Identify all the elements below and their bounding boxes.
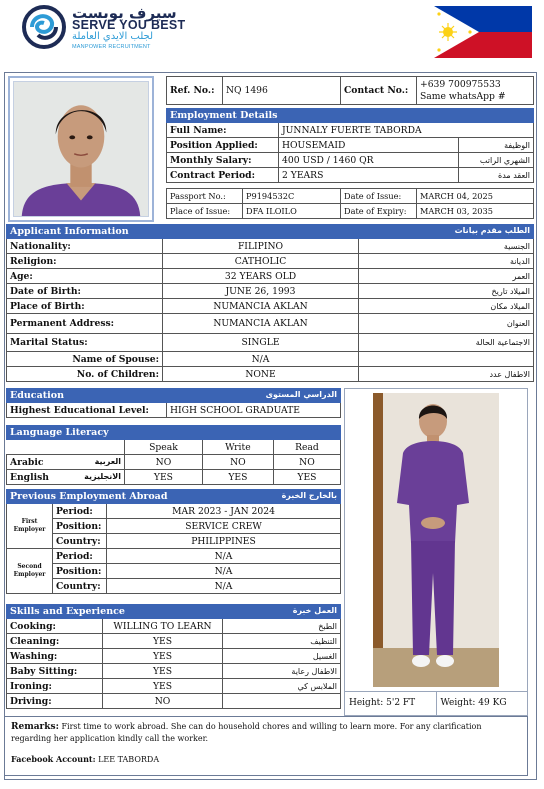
contact-label: Contact No.:: [341, 77, 417, 105]
expiry-date-label: Date of Expiry:: [341, 204, 417, 219]
english-write: YES: [202, 470, 273, 485]
marital-status-label: Marital Status:: [7, 334, 163, 352]
company-logo-icon: [22, 5, 66, 49]
contact-number: +639 700975533: [420, 78, 501, 90]
arabic-read: NO: [273, 455, 340, 470]
passport-label: Passport No.:: [167, 189, 243, 204]
religion-value: CATHOLIC: [163, 254, 359, 269]
contact-cell: [417, 77, 534, 105]
applicant-info-title-ar: الطلب مقدم بيانات: [454, 226, 530, 235]
spouse-label-ar: [359, 352, 534, 367]
employment-details-header: Employment Details: [167, 109, 534, 123]
position-label: Position Applied:: [167, 138, 279, 153]
applicant-info-header: [7, 225, 534, 239]
contract-label-ar: العقد مدة: [459, 168, 534, 183]
passport-number: P9194532C: [243, 189, 341, 204]
nationality-label-ar: الجنسية: [359, 239, 534, 254]
brand-subtitle: MANPOWER RECRUITMENT: [72, 44, 151, 50]
spouse-label: Name of Spouse:: [7, 352, 163, 367]
read-column-header: Read: [273, 440, 340, 455]
birth-date-label: Date of Birth:: [7, 284, 163, 299]
birth-date-value: JUNE 26, 1993: [163, 284, 359, 299]
driving-label: Driving:: [7, 694, 103, 709]
full-body-photo: [373, 393, 499, 687]
facebook-line: [11, 754, 521, 765]
nationality-label: Nationality:: [7, 239, 163, 254]
brand-subtitle-arabic: لجلب الايدي العاملة: [72, 31, 154, 42]
address-label: Permanent Address:: [7, 314, 163, 334]
baby-sitting-label-ar: الاطفال رعاية: [223, 664, 341, 679]
person-full-body-icon: [373, 393, 499, 687]
first-position-value: SERVICE CREW: [107, 519, 341, 534]
english-language-cell: [7, 470, 125, 485]
ironing-label-ar: الملابس كي: [223, 679, 341, 694]
expiry-date-value: MARCH 03, 2035: [417, 204, 534, 219]
salary-label: Monthly Salary:: [167, 153, 279, 168]
arabic-language-cell: [7, 455, 125, 470]
contract-label: Contract Period:: [167, 168, 279, 183]
cleaning-value: YES: [103, 634, 223, 649]
spouse-value: N/A: [163, 352, 359, 367]
education-title-ar: الدراسي المستوى: [265, 390, 337, 399]
previous-employment-header: [7, 490, 341, 504]
skills-header: [7, 605, 341, 619]
education-level-value: HIGH SCHOOL GRADUATE: [167, 403, 341, 418]
birth-place-value: NUMANCIA AKLAN: [163, 299, 359, 314]
english-label-ar: الانجليزية: [84, 471, 121, 481]
ref-number: NQ 1496: [223, 77, 341, 105]
ironing-value: YES: [103, 679, 223, 694]
children-label: No. of Children:: [7, 367, 163, 382]
age-label: Age:: [7, 269, 163, 284]
portrait-photo: [8, 76, 154, 222]
cleaning-label: Cleaning:: [7, 634, 103, 649]
ironing-label: Ironing:: [7, 679, 103, 694]
second-position-value: N/A: [107, 564, 341, 579]
education-level-label: Highest Educational Level:: [7, 403, 167, 418]
second-employer-label: Second Employer: [7, 549, 53, 594]
first-period-value: MAR 2023 - JAN 2024: [107, 504, 341, 519]
baby-sitting-label: Baby Sitting:: [7, 664, 103, 679]
full-body-photo-panel: [344, 388, 528, 716]
religion-label-ar: الديانة: [359, 254, 534, 269]
first-country-label: Country:: [53, 534, 107, 549]
children-value: NONE: [163, 367, 359, 382]
philippines-flag-icon: [434, 6, 532, 58]
full-name-label: Full Name:: [167, 123, 279, 138]
arabic-label-ar: العربية: [94, 456, 121, 466]
second-period-value: N/A: [107, 549, 341, 564]
second-position-label: Position:: [53, 564, 107, 579]
nationality-value: FILIPINO: [163, 239, 359, 254]
children-label-ar: الاطفال عدد: [359, 367, 534, 382]
arabic-label: Arabic: [10, 456, 44, 468]
age-label-ar: العمر: [359, 269, 534, 284]
previous-employment-title-ar: بالخارج الخبرة: [281, 491, 337, 500]
washing-value: YES: [103, 649, 223, 664]
remarks-text: First time to work abroad. She can do household chores and willing to learn more. For any clarification regarding her application kindly call the worker.: [11, 722, 482, 743]
english-read: YES: [273, 470, 340, 485]
address-value: NUMANCIA AKLAN: [163, 314, 359, 334]
english-label: English: [10, 471, 49, 483]
first-period-label: Period:: [53, 504, 107, 519]
birth-place-label-ar: الميلاد مكان: [359, 299, 534, 314]
position-value: HOUSEMAID: [279, 138, 459, 153]
language-corner: [7, 440, 125, 455]
washing-label-ar: الغسيل: [223, 649, 341, 664]
place-of-issue-value: DFA ILOILO: [243, 204, 341, 219]
place-of-issue-label: Place of Issue:: [167, 204, 243, 219]
facebook-label: Facebook Account:: [11, 754, 96, 764]
brand-arabic: سيرف يوبست: [72, 4, 177, 22]
arabic-speak: NO: [125, 455, 203, 470]
write-column-header: Write: [202, 440, 273, 455]
salary-label-ar: الشهري الراتب: [459, 153, 534, 168]
height-value: Height: 5'2 FT: [345, 692, 437, 715]
second-period-label: Period:: [53, 549, 107, 564]
skills-title: Skills and Experience: [10, 606, 125, 617]
first-position-label: Position:: [53, 519, 107, 534]
address-label-ar: العنوان: [359, 314, 534, 334]
salary-value: 400 USD / 1460 QR: [279, 153, 459, 168]
english-speak: YES: [125, 470, 203, 485]
language-header: Language Literacy: [7, 426, 341, 440]
second-country-value: N/A: [107, 579, 341, 594]
marital-status-value: SINGLE: [163, 334, 359, 352]
weight-value: Weight: 49 KG: [440, 698, 507, 708]
brand-name: SERVE YOU BEST: [72, 18, 186, 32]
speak-column-header: Speak: [125, 440, 203, 455]
position-label-ar: الوظيفة: [459, 138, 534, 153]
second-country-label: Country:: [53, 579, 107, 594]
cleaning-label-ar: التنظيف: [223, 634, 341, 649]
first-employer-label: First Employer: [7, 504, 53, 549]
marital-status-label-ar: الاجتماعية الحالة: [359, 334, 534, 352]
contract-value: 2 YEARS: [279, 168, 459, 183]
age-value: 32 YEARS OLD: [163, 269, 359, 284]
birth-place-label: Place of Birth:: [7, 299, 163, 314]
full-name-value: JUNNALY FUERTE TABORDA: [279, 123, 534, 138]
baby-sitting-value: YES: [103, 664, 223, 679]
washing-label: Washing:: [7, 649, 103, 664]
skills-title-ar: العمل خبرة: [292, 606, 337, 615]
remarks-label: Remarks:: [11, 722, 59, 732]
cooking-label-ar: الطبخ: [223, 619, 341, 634]
applicant-info-title: Applicant Information: [10, 226, 129, 237]
remarks-box: [4, 716, 528, 776]
cooking-value: WILLING TO LEARN: [103, 619, 223, 634]
religion-label: Religion:: [7, 254, 163, 269]
driving-label-ar: [223, 694, 341, 709]
previous-employment-title: Previous Employment Abroad: [10, 491, 168, 502]
person-portrait-icon: [14, 82, 148, 216]
issue-date-value: MARCH 04, 2025: [417, 189, 534, 204]
birth-date-label-ar: الميلاد تاريخ: [359, 284, 534, 299]
first-country-value: PHILIPPINES: [107, 534, 341, 549]
remarks-paragraph: [11, 721, 521, 744]
driving-value: NO: [103, 694, 223, 709]
cooking-label: Cooking:: [7, 619, 103, 634]
arabic-write: NO: [202, 455, 273, 470]
physical-stats: [345, 691, 527, 715]
contact-note: Same whatsApp #: [420, 90, 506, 102]
ref-label: Ref. No.:: [167, 77, 223, 105]
issue-date-label: Date of Issue:: [341, 189, 417, 204]
education-title: Education: [10, 390, 64, 401]
education-header: [7, 389, 341, 403]
facebook-value: LEE TABORDA: [98, 755, 160, 764]
